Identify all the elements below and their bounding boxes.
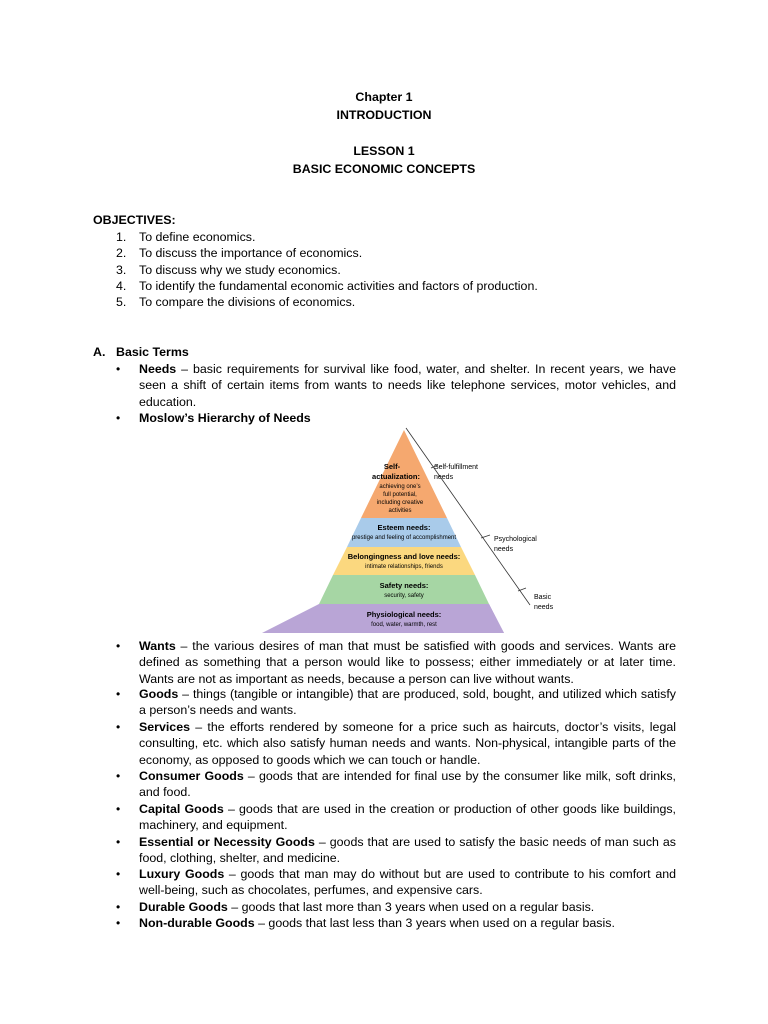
objective-number: 4. <box>116 279 127 293</box>
list-item <box>116 768 676 801</box>
objective-text: To identify the fundamental economic activities and factors of production. <box>139 279 538 293</box>
bullet-icon: • <box>116 900 121 914</box>
term: Capital Goods <box>139 802 224 816</box>
bullet-icon: • <box>116 411 121 425</box>
group-label: Basic <box>534 594 552 601</box>
term: Consumer Goods <box>139 769 244 783</box>
term: Essential or Necessity Goods <box>139 835 315 849</box>
objective-number: 5. <box>116 295 127 309</box>
definition: – things (tangible or intangible) that are produced, sold, bought, and utilized which satisfy a person’s needs and wants. <box>139 687 676 718</box>
list-item <box>116 719 676 768</box>
list-item <box>116 915 676 931</box>
level-desc: achieving one’s <box>379 484 421 490</box>
objective-number: 1. <box>116 230 127 244</box>
objective-text: To compare the divisions of economics. <box>139 295 356 309</box>
level-desc: intimate relationships, friends <box>365 564 443 570</box>
chapter-title: INTRODUCTION <box>336 108 432 122</box>
definition: – the various desires of man that must be satisfied with goods and services. Wants are defined as something that a person would like to possess; either immediately or at later time. Wants are not as important as needs, because a person can live without wants. <box>139 639 676 686</box>
level-desc: full potential, <box>383 492 417 498</box>
objective-number: 2. <box>116 246 127 260</box>
list-item <box>116 866 676 899</box>
list-item <box>116 834 676 867</box>
bullet-icon: • <box>116 867 121 881</box>
bullet-icon: • <box>116 687 121 701</box>
level-desc: prestige and feeling of accomplishment <box>351 535 457 541</box>
level-title: actualization: <box>372 472 420 481</box>
group-label: needs <box>534 604 554 611</box>
definition: – goods that man may do without but are used to contribute to his comfort and well-being, such as chocolates, perfumes, and expensive cars. <box>139 867 676 898</box>
level-title: Self- <box>383 462 401 471</box>
definition: – the efforts rendered by someone for a price such as haircuts, doctor’s visits, legal consulting, etc. which also satisfy human needs and wants. Non-physical, intangible parts of the economy, as opposed to goods which we can touch or handle. <box>139 720 676 767</box>
list-item <box>116 410 676 426</box>
objectives-heading: OBJECTIVES: <box>93 213 176 227</box>
bullet-icon: • <box>116 720 121 734</box>
term: Needs <box>139 362 177 376</box>
level-desc: activities <box>388 508 412 514</box>
list-item <box>116 361 676 410</box>
list-item <box>116 801 676 834</box>
chapter-label: Chapter 1 <box>355 90 413 104</box>
group-label: needs <box>434 474 454 481</box>
definition: – basic requirements for survival like food, water, and shelter. In recent years, we have seen a shift of certain items from wants to needs like telephone services, motor vehicles, and education. <box>139 362 676 409</box>
section-title: Basic Terms <box>116 345 189 359</box>
lesson-label: LESSON 1 <box>353 144 415 158</box>
lesson-title: BASIC ECONOMIC CONCEPTS <box>292 162 476 176</box>
level-title: Safety needs: <box>379 581 429 590</box>
section-letter: A. <box>93 345 106 359</box>
bullet-icon: • <box>116 916 121 930</box>
objective-text: To discuss why we study economics. <box>139 263 341 277</box>
objective-text: To discuss the importance of economics. <box>139 246 363 260</box>
list-item <box>116 638 676 687</box>
term: Durable Goods <box>139 900 228 914</box>
group-label: Psychological <box>494 536 537 543</box>
section-heading <box>93 344 189 360</box>
level-title: Physiological needs: <box>366 610 442 619</box>
level-desc: security, safety <box>384 593 424 599</box>
level-desc: food, water, warmth, rest <box>371 622 437 628</box>
bullet-icon: • <box>116 769 121 783</box>
term: Services <box>139 720 190 734</box>
list-item <box>116 899 676 915</box>
definition: – goods that last more than 3 years when used on a regular basis. <box>227 900 595 914</box>
group-label: needs <box>494 546 514 553</box>
bullet-icon: • <box>116 639 121 653</box>
objective-number: 3. <box>116 263 127 277</box>
term: Goods <box>139 687 179 701</box>
bullet-icon: • <box>116 362 121 376</box>
bullet-icon: • <box>116 835 121 849</box>
level-title: Belongingness and love needs: <box>347 552 461 561</box>
definition: – goods that are used to satisfy the basic needs of man such as food, clothing, shelter, and medicine. <box>139 835 676 866</box>
objective-text: To define economics. <box>139 230 256 244</box>
level-title: Esteem needs: <box>377 523 431 532</box>
list-item <box>116 686 676 719</box>
term: Luxury Goods <box>139 867 225 881</box>
maslow-pyramid-diagram <box>250 425 560 635</box>
term: Moslow’s Hierarchy of Needs <box>139 411 311 425</box>
definition: – goods that are used in the creation or production of other goods like buildings, machinery, and equipment. <box>139 802 676 833</box>
term: Wants <box>139 639 176 653</box>
definition: – goods that are intended for final use by the consumer like milk, soft drinks, and food. <box>139 769 676 800</box>
group-label: Self-fulfillment <box>434 464 478 471</box>
bullet-icon: • <box>116 802 121 816</box>
definition: – goods that last less than 3 years when used on a regular basis. <box>254 916 615 930</box>
term: Non-durable Goods <box>139 916 255 930</box>
level-desc: including creative <box>376 500 424 506</box>
